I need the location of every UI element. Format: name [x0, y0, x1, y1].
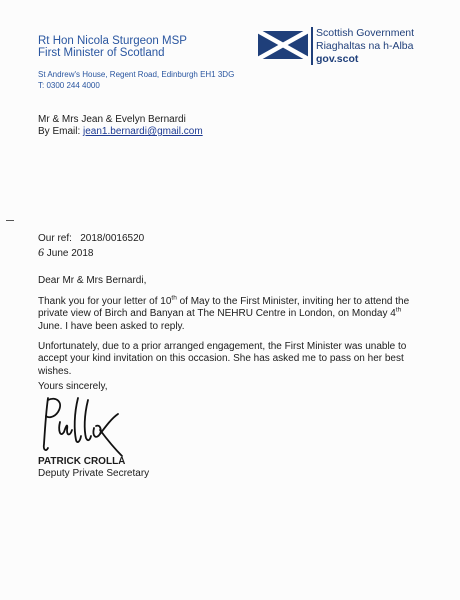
- reference-label: Our ref:: [38, 233, 72, 244]
- reference-line: [38, 233, 144, 244]
- saltire-flag-icon: [258, 31, 308, 59]
- recipient-name: Mr & Mrs Jean & Evelyn Bernardi: [38, 114, 186, 125]
- p1-superscript-1: th: [171, 294, 177, 302]
- body-paragraph-2: Unfortunately, due to a prior arranged engagement, the First Minister was unable to accept your kind invitation on this occasion. She has asked me to pass on her best wishes.: [38, 341, 407, 377]
- date-day-handwritten: 6: [38, 245, 44, 259]
- reference-number: 2018/0016520: [80, 233, 145, 244]
- p1-text-b: of May to the First Minister, inviting her to attend the private view of Birch and Banyan at The NEHRU Centre in London, on Monday 4: [38, 296, 410, 320]
- minister-title: First Minister of Scotland: [38, 47, 165, 59]
- body-paragraph-1: [38, 296, 428, 333]
- minister-name: Rt Hon Nicola Sturgeon MSP: [38, 35, 187, 47]
- recipient-email-line: [38, 126, 203, 137]
- brand-divider: [311, 27, 313, 65]
- closing: Yours sincerely,: [38, 381, 108, 392]
- p1-text-a: Thank you for your letter of 10: [38, 296, 172, 307]
- fold-mark: [6, 220, 14, 221]
- brand-name-gaelic: Riaghaltas na h-Alba: [316, 40, 414, 52]
- signer-title: Deputy Private Secretary: [38, 468, 150, 479]
- brand-website: gov.scot: [316, 53, 359, 65]
- letter-date: [38, 245, 94, 260]
- salutation: Dear Mr & Mrs Bernardi,: [38, 275, 147, 286]
- p1-text-c: June. I have been asked to reply.: [38, 320, 185, 332]
- email-prefix: By Email:: [38, 126, 84, 137]
- recipient-email-link[interactable]: jean1.bernardi@gmail.com: [83, 126, 203, 137]
- brand-name-english: Scottish Government: [316, 27, 415, 39]
- handwritten-signature: [34, 392, 134, 458]
- signer-name: PATRICK CROLLA: [38, 456, 126, 467]
- office-address: St Andrew's House, Regent Road, Edinburgh EH1 3DG: [38, 70, 235, 79]
- office-phone: T: 0300 244 4000: [38, 81, 100, 90]
- date-month-year: June 2018: [44, 248, 94, 259]
- p1-superscript-2: th: [395, 306, 402, 314]
